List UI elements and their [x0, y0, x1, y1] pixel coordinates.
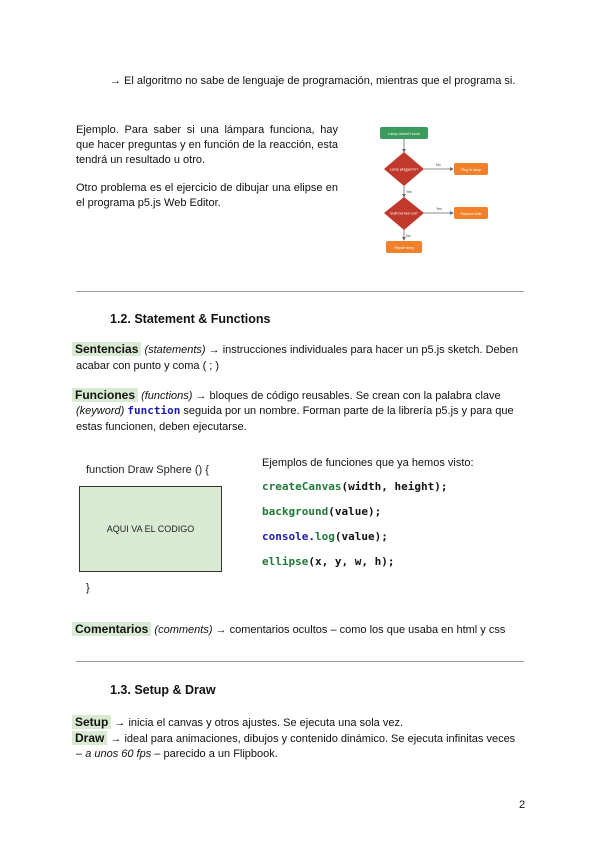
- comentarios-desc: → comentarios ocultos – como los que usaba en html y css: [212, 624, 506, 636]
- lamp-flowchart: [370, 122, 495, 257]
- term-setup: Setup: [72, 715, 111, 729]
- term-draw: Draw: [72, 731, 107, 745]
- fn-object: console.: [262, 530, 315, 543]
- sentencias-en: (statements): [144, 344, 206, 356]
- flow-end-label: Repair lamp: [394, 246, 414, 250]
- fn-name: background: [262, 505, 329, 518]
- sketch-header: function Draw Sphere () {: [86, 464, 209, 476]
- fn-args: (value);: [328, 505, 382, 518]
- funciones-line-3: estas funcionen, deben ejecutarse.: [76, 421, 247, 433]
- example-paragraph-2: Otro problema es el ejercicio de dibujar una elipse en el programa p5.js Web Editor.: [76, 182, 338, 209]
- draw-dash: –: [76, 748, 86, 760]
- fn-args: (x, y, w, h);: [308, 555, 395, 568]
- section-1-3-title: 1.3. Setup & Draw: [110, 683, 216, 697]
- example-create-canvas: [262, 480, 447, 494]
- setup-line: [72, 715, 403, 730]
- term-comentarios: Comentarios: [72, 622, 151, 636]
- fn-name: ellipse: [262, 555, 309, 568]
- funciones-en: (functions): [141, 390, 193, 402]
- term-sentencias: Sentencias: [72, 342, 141, 356]
- flow-yes-label: Yes: [406, 190, 412, 194]
- funciones-desc-2: seguida por un nombre. Forman parte de la librería p5.js y para que: [180, 405, 514, 417]
- draw-line-1: [72, 731, 515, 746]
- example-ellipse: [262, 555, 394, 569]
- sketch-close-brace: }: [86, 582, 90, 594]
- section-divider: [76, 661, 524, 662]
- fn-args: (value);: [334, 530, 388, 543]
- code-placeholder-box: AQUI VA EL CODIGO: [79, 486, 222, 572]
- keyword-function: function: [127, 404, 181, 417]
- draw-fps: a unos 60 fps: [85, 748, 152, 760]
- flow-action-1-label: Plug in lamp: [461, 168, 481, 172]
- sentencias-line-2: acabar con punto y coma ( ; ): [76, 360, 220, 372]
- example-background: [262, 505, 381, 519]
- comentarios-en: (comments): [154, 624, 213, 636]
- flow-action-2-label: Replace bulb: [460, 212, 482, 216]
- setup-desc: → inicia el canvas y otros ajustes. Se ejecuta una sola vez.: [111, 717, 403, 729]
- funciones-line-2: [76, 404, 514, 418]
- funciones-line-1: [72, 388, 501, 403]
- flow-yes-label-2: Yes: [436, 207, 442, 211]
- sentencias-desc: → instrucciones individuales para hacer un p5.js sketch. Deben: [205, 344, 519, 356]
- flow-start-label: Lamp doesn't work: [388, 132, 420, 136]
- flow-decision-2-label: Bulb burned out?: [390, 211, 418, 216]
- draw-flipbook: – parecido a un Flipbook.: [151, 748, 278, 760]
- examples-title: Ejemplos de funciones que ya hemos visto:: [262, 457, 474, 469]
- intro-note: → El algoritmo no sabe de lenguaje de programación, mientras que el programa si.: [110, 75, 516, 87]
- section-1-2-title: 1.2. Statement & Functions: [110, 312, 271, 326]
- page-number: 2: [519, 799, 526, 811]
- term-funciones: Funciones: [72, 388, 138, 402]
- funciones-desc: → bloques de código reusables. Se crean con la palabra clave: [192, 390, 501, 402]
- section-divider: [76, 291, 524, 292]
- comentarios-line: [72, 622, 505, 637]
- fn-name: createCanvas: [262, 480, 342, 493]
- keyword-label: (keyword): [76, 405, 125, 417]
- fn-args: (width, height);: [341, 480, 448, 493]
- draw-line-2: [76, 747, 278, 761]
- example-console-log: [262, 530, 388, 544]
- flow-no-label: No: [436, 163, 441, 167]
- draw-desc: → ideal para animaciones, dibujos y contenido dinámico. Se ejecuta infinitas veces: [107, 733, 516, 745]
- fn-method: log: [314, 530, 335, 543]
- flow-no-label-2: No: [406, 234, 411, 238]
- sentencias-line-1: [72, 342, 518, 357]
- flow-decision-1-label: Lamp plugged in?: [389, 167, 419, 172]
- example-paragraph-1: Ejemplo. Para saber si una lámpara funciona, hay que hacer preguntas y en función de la reacción, esta tendrá un resultado u otro.: [76, 124, 338, 166]
